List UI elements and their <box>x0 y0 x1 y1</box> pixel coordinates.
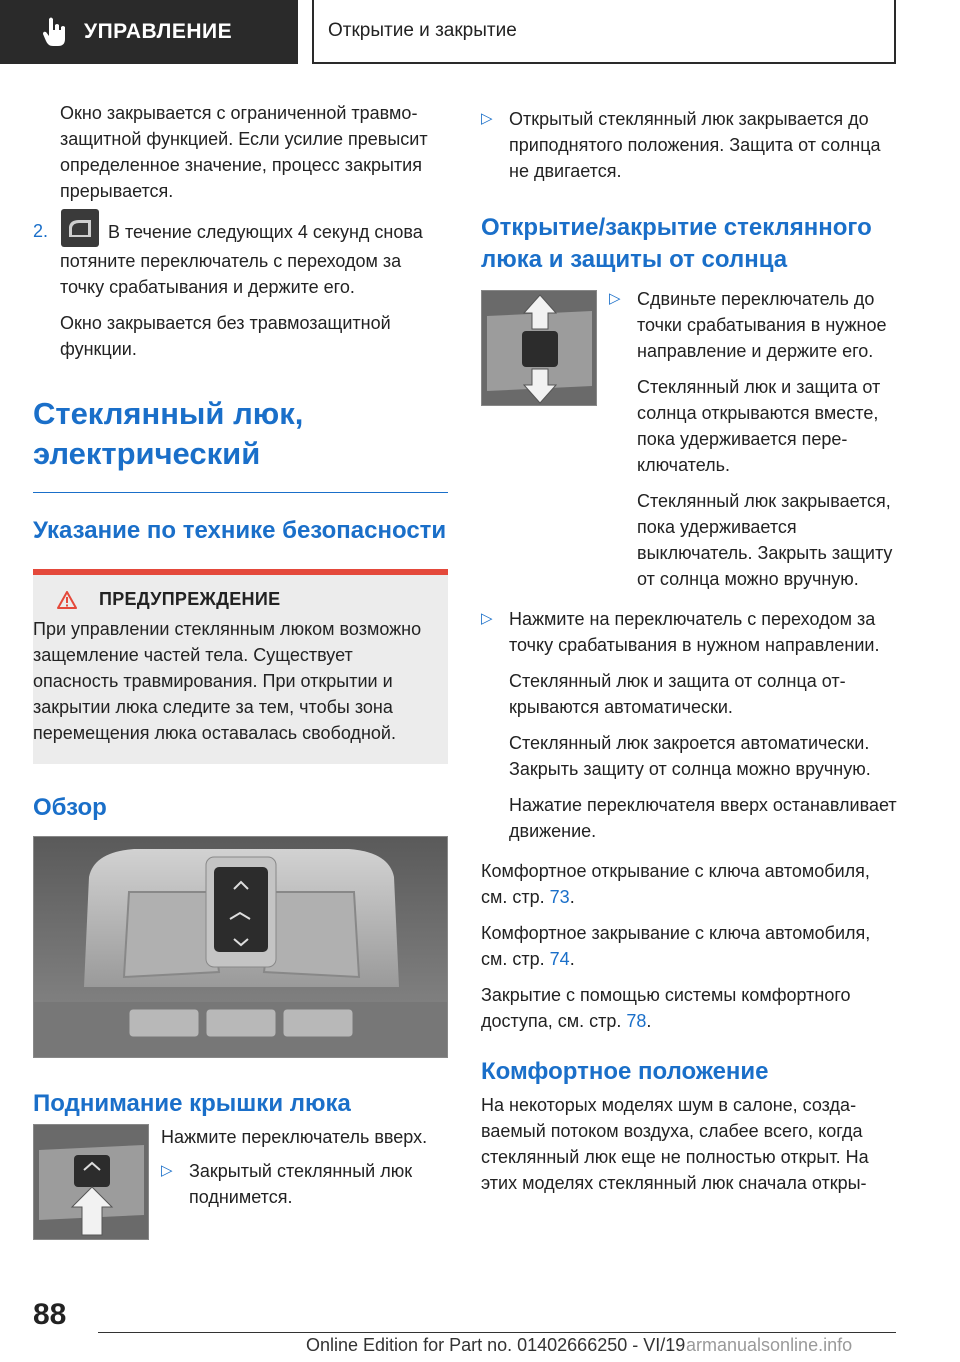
topic-title: Открытие и закрытие <box>328 20 517 41</box>
open-close-photo <box>481 290 597 406</box>
page-number: 88 <box>33 1298 67 1331</box>
heading-safety: Указание по технике безопасности <box>33 517 447 544</box>
bullet-press-text: Нажмите на переключатель с переходом за точку срабатывания в нужном направлении. <box>509 609 880 655</box>
bullet-close-text: Открытый стеклянный люк закрывается до приподнятого положения. Защита от солнца не двигается. <box>509 109 881 181</box>
bullet-press-p2: Стеклянный люк и защита от солнца открываются автоматически. <box>509 671 846 717</box>
warning-title-text: ПРЕДУПРЕЖДЕНИЕ <box>99 589 281 609</box>
topic-tab <box>312 0 896 64</box>
warning-triangle-icon <box>57 591 77 609</box>
lift-text: Нажмите переключатель вверх. <box>161 1127 428 1147</box>
triangle-bullet-icon: ▷ <box>609 290 621 307</box>
warning-text: При управлении стеклянным люком возможно защемление частей тела. Существует опасность травмирования. При открытии и закрытии люка следите за тем, чтобы зона перемещения люка оставалась свободной. <box>33 619 422 743</box>
heading-comfort-position: Комфортное положение <box>481 1058 769 1085</box>
section-divider <box>33 492 448 493</box>
heading-sunroof: Стеклянный люк, электрический <box>33 396 304 471</box>
warning-box <box>33 569 448 764</box>
heading-open-close: Открытие/закрытие стеклянного люка и защиты от солнца <box>481 214 872 273</box>
slide-switch-illustration <box>482 291 597 406</box>
left-column <box>33 100 448 1240</box>
bullet-press <box>481 606 901 844</box>
triangle-bullet-icon: ▷ <box>481 610 493 627</box>
bullet-close <box>481 106 901 184</box>
lift-block <box>33 1124 448 1240</box>
triangle-bullet-icon: ▷ <box>481 110 493 127</box>
footer-divider <box>98 1332 896 1333</box>
footer-edition: Online Edition for Part no. 01402666250 - VI/19 <box>306 1335 686 1355</box>
right-column <box>481 100 901 1196</box>
comfort-position-text: На некоторых моделях шум в салоне, создаваемый потоком воздуха, слабее всего, когда стеклянный люк еще не полностью открыт. На этих моделях стеклянный люк сначала откры- <box>481 1095 869 1193</box>
bullet-slide-p2: Стеклянный люк и защита от солнца открываются вместе, пока удерживается переключатель. <box>637 377 881 475</box>
lift-photo <box>33 1124 149 1240</box>
comfort-close-text: Комфортное закрывание с ключа автомобиля, см. стр. <box>481 923 871 969</box>
warning-title <box>33 589 432 610</box>
roof-console-illustration <box>34 837 448 1058</box>
hand-pointer-icon <box>40 15 70 49</box>
page-link-78[interactable]: 78 <box>626 1011 647 1031</box>
watermark: armanualsonline.info <box>686 1335 853 1355</box>
step-text-content: В течение следующих 4 секунд снова потяните переключатель с переходом за точку срабатывания и держите его. <box>60 222 423 297</box>
step-number: 2. <box>33 221 49 241</box>
bullet-press-p3: Стеклянный люк закроется автоматически. Закрыть защиту от солнца можно вручную. <box>509 733 871 779</box>
section-title: УПРАВЛЕНИЕ <box>84 20 233 43</box>
step-2 <box>33 218 448 362</box>
page-link-74[interactable]: 74 <box>549 949 570 969</box>
bullet-slide-p3: Стеклянный люк закрывается, пока удерживается выключатель. Закрыть защиту от солнца можно вручную. <box>637 491 893 589</box>
comfort-open-text: Комфортное открывание с ключа автомобиля, см. стр. <box>481 861 870 907</box>
open-close-block <box>481 290 901 592</box>
lift-switch-illustration <box>34 1125 149 1240</box>
comfort-access-text: Закрытие с помощью системы комфортного доступа, см. стр. <box>481 985 851 1031</box>
page-link-73[interactable]: 73 <box>549 887 570 907</box>
bullet-press-p4: Нажатие переключателя вверх останавливает движение. <box>509 795 897 841</box>
bullet-slide-text: Сдвиньте переключатель до точки срабатывания в нужное направление и держите его. <box>637 289 887 361</box>
step-result: Окно закрывается без травмозащитной функции. <box>60 313 391 359</box>
overview-photo <box>33 836 448 1058</box>
step-text <box>60 218 448 300</box>
triangle-bullet-icon: ▷ <box>161 1162 173 1179</box>
comfort-open-ref: Комфортное открывание с ключа автомобиля, см. стр. 73. <box>481 861 870 907</box>
section-tab <box>0 0 298 64</box>
window-switch-icon <box>60 208 100 248</box>
lift-bullet-text: Закрытый стеклянный люк поднимется. <box>189 1161 413 1207</box>
comfort-close-ref: Комфортное закрывание с ключа автомобиля, см. стр. 74. <box>481 923 871 969</box>
bullet-slide <box>609 286 901 592</box>
comfort-access-ref: Закрытие с помощью системы комфортного доступа, см. стр. 78. <box>481 985 851 1031</box>
heading-lift: Поднимание крышки люка <box>33 1090 351 1117</box>
lift-bullet <box>161 1158 448 1210</box>
intro-paragraph: Окно закрывается с ограниченной травмозащитной функцией. Если усилие превысит определенное значение, процесс закрытия прерывается. <box>60 103 428 201</box>
heading-overview: Обзор <box>33 794 107 821</box>
